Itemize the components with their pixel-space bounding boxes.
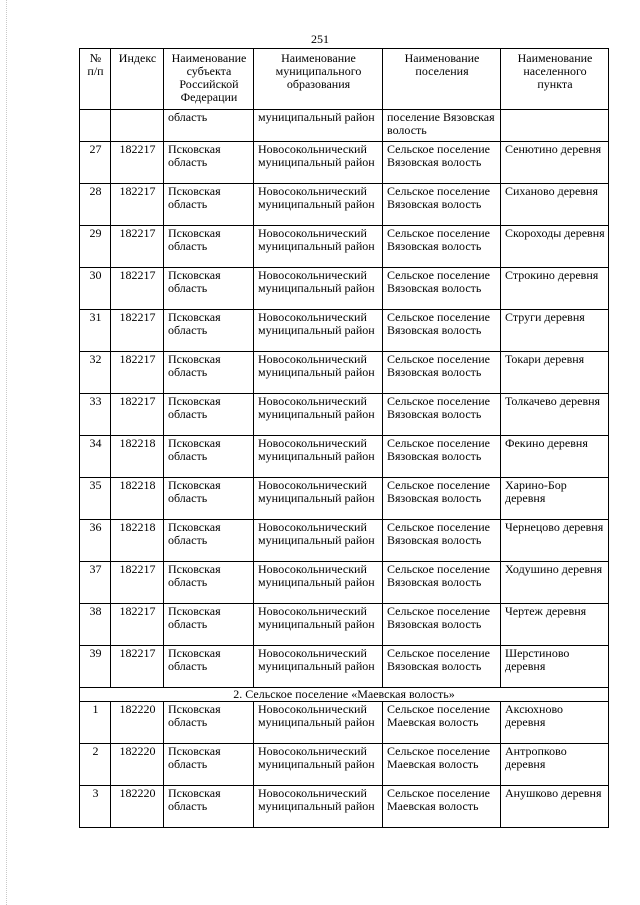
cell-locality: Харино-Бор деревня — [501, 478, 609, 520]
cell-subject: Псковская область — [164, 352, 254, 394]
cell-index: 182220 — [111, 744, 164, 786]
cell-settlement: Сельское поселение Вязовская волость — [383, 310, 501, 352]
cell-locality: Скороходы деревня — [501, 226, 609, 268]
cell-number: 30 — [80, 268, 111, 310]
cell-settlement: Сельское поселение Вязовская волость — [383, 142, 501, 184]
cell-settlement: Сельское поселение Вязовская волость — [383, 520, 501, 562]
cell-number: 1 — [80, 702, 111, 744]
header-index: Индекс — [111, 49, 164, 110]
cell-subject: Псковская область — [164, 520, 254, 562]
header-municipality: Наименование муниципального образования — [254, 49, 383, 110]
cell-settlement: Сельское поселение Вязовская волость — [383, 352, 501, 394]
cell-index: 182220 — [111, 702, 164, 744]
table-row — [80, 562, 609, 604]
cell-municipality: Новосокольнический муниципальный район — [254, 744, 383, 786]
cell-index: 182217 — [111, 184, 164, 226]
cell-locality: Строкино деревня — [501, 268, 609, 310]
cell-number: 34 — [80, 436, 111, 478]
cell-subject: Псковская область — [164, 646, 254, 688]
cell-index: 182217 — [111, 226, 164, 268]
cell-municipality: Новосокольнический муниципальный район — [254, 786, 383, 828]
cell-number: 35 — [80, 478, 111, 520]
cell-locality: Толкачево деревня — [501, 394, 609, 436]
cell-locality: Струги деревня — [501, 310, 609, 352]
cell-subject: Псковская область — [164, 142, 254, 184]
table-row — [80, 702, 609, 744]
cell-index: 182217 — [111, 310, 164, 352]
cell-locality: Чернецово деревня — [501, 520, 609, 562]
table-row — [80, 394, 609, 436]
cell-municipality: Новосокольнический муниципальный район — [254, 478, 383, 520]
cell-municipality: Новосокольнический муниципальный район — [254, 604, 383, 646]
table-row — [80, 436, 609, 478]
cell-locality: Ходушино деревня — [501, 562, 609, 604]
cell-index: 182217 — [111, 268, 164, 310]
cell-subject: Псковская область — [164, 562, 254, 604]
cell-subject: Псковская область — [164, 604, 254, 646]
cell-index: 182218 — [111, 436, 164, 478]
cell-locality: Анушково деревня — [501, 786, 609, 828]
cell-settlement: Сельское поселение Вязовская волость — [383, 478, 501, 520]
cell-locality: Чертеж деревня — [501, 604, 609, 646]
cell-subject: Псковская область — [164, 702, 254, 744]
cell-municipality: Новосокольнический муниципальный район — [254, 520, 383, 562]
settlements-table — [79, 48, 609, 828]
cell-settlement: Сельское поселение Вязовская волость — [383, 436, 501, 478]
cell-settlement: Сельское поселение Вязовская волость — [383, 184, 501, 226]
cell-subject: Псковская область — [164, 744, 254, 786]
cell-locality — [501, 110, 609, 142]
cell-index: 182220 — [111, 786, 164, 828]
table-row — [80, 520, 609, 562]
cell-municipality: Новосокольнический муниципальный район — [254, 310, 383, 352]
table-row — [80, 744, 609, 786]
cell-settlement: Сельское поселение Вязовская волость — [383, 394, 501, 436]
cell-municipality: муниципальный район — [254, 110, 383, 142]
cell-locality: Аксюхново деревня — [501, 702, 609, 744]
cell-settlement: поселение Вязовская волость — [383, 110, 501, 142]
cell-subject: Псковская область — [164, 226, 254, 268]
cell-locality: Токари деревня — [501, 352, 609, 394]
cell-number: 38 — [80, 604, 111, 646]
cell-subject: Псковская область — [164, 786, 254, 828]
scan-margin-line — [6, 0, 8, 905]
cell-index: 182217 — [111, 394, 164, 436]
cell-number: 37 — [80, 562, 111, 604]
cell-locality: Сенютино деревня — [501, 142, 609, 184]
cell-index: 182217 — [111, 142, 164, 184]
cell-index: 182217 — [111, 562, 164, 604]
section-row — [80, 688, 609, 702]
cell-index: 182218 — [111, 520, 164, 562]
cell-municipality: Новосокольнический муниципальный район — [254, 702, 383, 744]
section-title: 2. Сельское поселение «Маевская волость» — [80, 688, 609, 702]
cell-number: 33 — [80, 394, 111, 436]
table-row — [80, 646, 609, 688]
cell-index: 182218 — [111, 478, 164, 520]
cell-number: 36 — [80, 520, 111, 562]
cell-settlement: Сельское поселение Маевская волость — [383, 702, 501, 744]
cell-municipality: Новосокольнический муниципальный район — [254, 142, 383, 184]
table-row — [80, 268, 609, 310]
cell-municipality: Новосокольнический муниципальный район — [254, 436, 383, 478]
cell-locality: Сиханово деревня — [501, 184, 609, 226]
cell-subject: Псковская область — [164, 436, 254, 478]
cell-number: 39 — [80, 646, 111, 688]
cell-subject: Псковская область — [164, 394, 254, 436]
cell-subject: область — [164, 110, 254, 142]
cell-number: 3 — [80, 786, 111, 828]
cell-municipality: Новосокольнический муниципальный район — [254, 268, 383, 310]
cell-number: 32 — [80, 352, 111, 394]
table-row — [80, 786, 609, 828]
table-header — [80, 49, 609, 110]
table-row — [80, 352, 609, 394]
page-number: 251 — [311, 32, 329, 46]
cell-municipality: Новосокольнический муниципальный район — [254, 352, 383, 394]
header-settlement: Наименование поселения — [383, 49, 501, 110]
table-row — [80, 226, 609, 268]
cell-municipality: Новосокольнический муниципальный район — [254, 562, 383, 604]
table-row — [80, 142, 609, 184]
cell-settlement: Сельское поселение Маевская волость — [383, 786, 501, 828]
cell-subject: Псковская область — [164, 478, 254, 520]
cell-settlement: Сельское поселение Вязовская волость — [383, 604, 501, 646]
cell-index — [111, 110, 164, 142]
header-row — [80, 49, 609, 110]
cell-municipality: Новосокольнический муниципальный район — [254, 184, 383, 226]
cell-locality: Антропково деревня — [501, 744, 609, 786]
header-subject: Наименование субъекта Российской Федерации — [164, 49, 254, 110]
cell-settlement: Сельское поселение Вязовская волость — [383, 646, 501, 688]
header-number: № п/п — [80, 49, 111, 110]
cell-subject: Псковская область — [164, 268, 254, 310]
cell-municipality: Новосокольнический муниципальный район — [254, 646, 383, 688]
cell-municipality: Новосокольнический муниципальный район — [254, 394, 383, 436]
header-locality: Наименование населенного пункта — [501, 49, 609, 110]
table-row — [80, 310, 609, 352]
continuation-row — [80, 110, 609, 142]
cell-locality: Фекино деревня — [501, 436, 609, 478]
cell-index: 182217 — [111, 352, 164, 394]
cell-municipality: Новосокольнический муниципальный район — [254, 226, 383, 268]
cell-settlement: Сельское поселение Вязовская волость — [383, 562, 501, 604]
cell-number — [80, 110, 111, 142]
cell-index: 182217 — [111, 646, 164, 688]
cell-number: 28 — [80, 184, 111, 226]
cell-locality: Шерстиново деревня — [501, 646, 609, 688]
cell-index: 182217 — [111, 604, 164, 646]
table-row — [80, 184, 609, 226]
cell-subject: Псковская область — [164, 310, 254, 352]
cell-subject: Псковская область — [164, 184, 254, 226]
cell-number: 29 — [80, 226, 111, 268]
table-body — [80, 110, 609, 828]
table-row — [80, 478, 609, 520]
cell-settlement: Сельское поселение Маевская волость — [383, 744, 501, 786]
cell-number: 2 — [80, 744, 111, 786]
cell-number: 31 — [80, 310, 111, 352]
cell-settlement: Сельское поселение Вязовская волость — [383, 268, 501, 310]
table-row — [80, 604, 609, 646]
cell-settlement: Сельское поселение Вязовская волость — [383, 226, 501, 268]
cell-number: 27 — [80, 142, 111, 184]
